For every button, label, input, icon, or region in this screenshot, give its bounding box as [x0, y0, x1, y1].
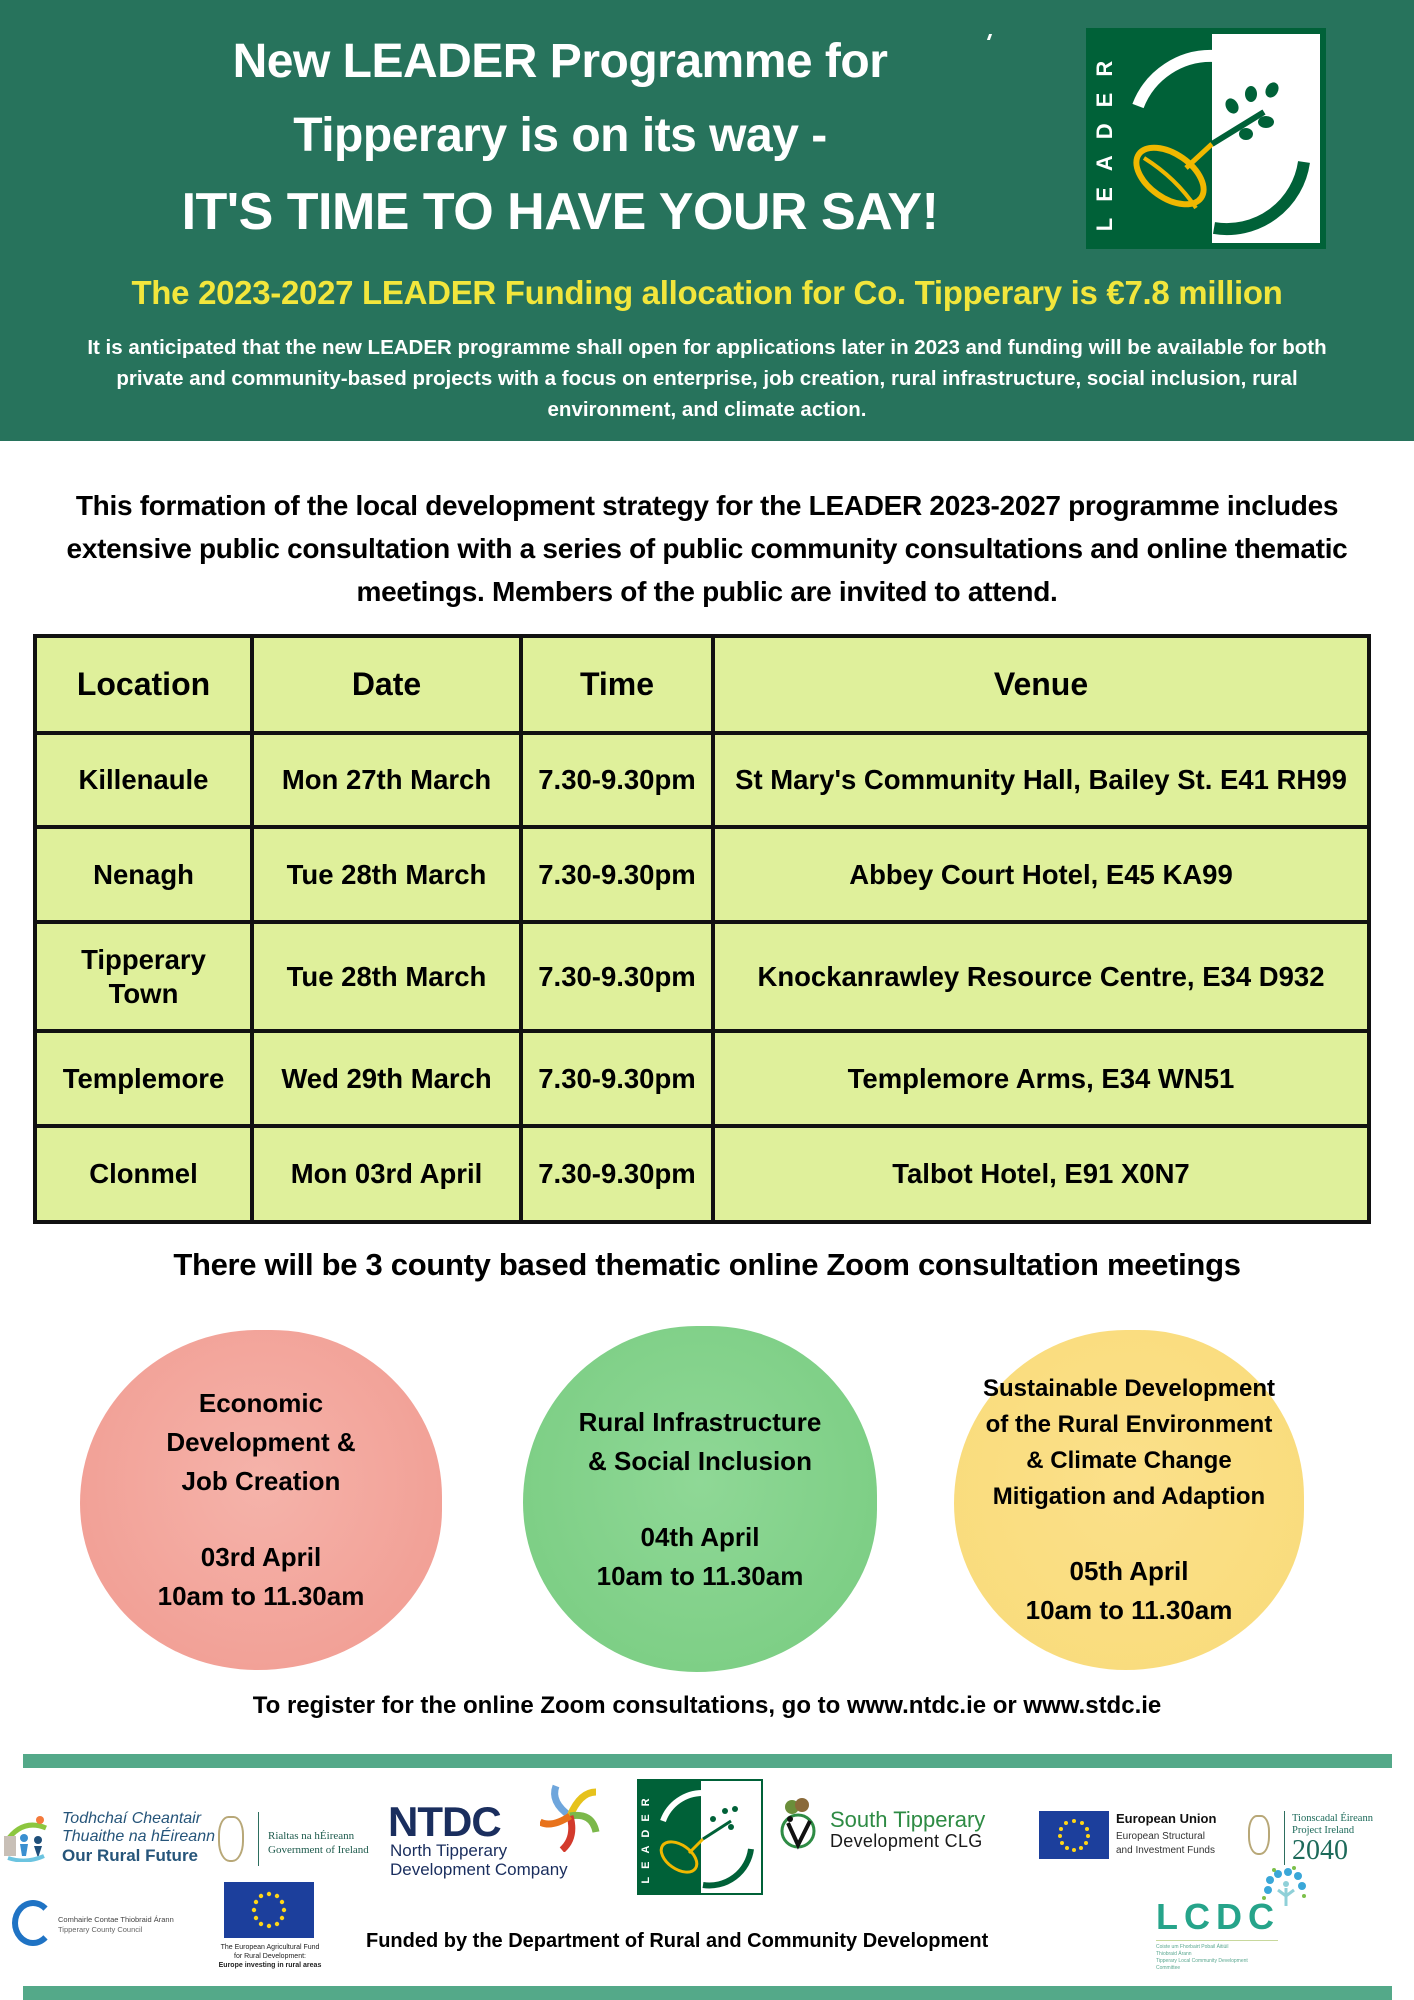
- meeting-when: [597, 1518, 804, 1596]
- lcdc-acronym: LCDC: [1156, 1896, 1280, 1937]
- meeting-topic-line: Economic: [198, 1388, 324, 1418]
- meeting-time: 10am to 11.30am: [596, 1560, 804, 1591]
- footer-divider-top: [23, 1754, 1392, 1768]
- table-row: [35, 827, 1369, 922]
- our-rural-future-english: Our Rural Future: [62, 1846, 199, 1865]
- european-union-esif-logo: [1039, 1811, 1239, 1863]
- ntdc-name-line1: North Tipperary: [390, 1841, 508, 1860]
- register-instructions: To register for the online Zoom consultations, go to www.ntdc.ie or www.stdc.ie: [252, 1692, 1162, 1719]
- cell-time: 7.30-9.30pm: [521, 922, 713, 1031]
- cell-time: 7.30-9.30pm: [521, 733, 713, 827]
- leader-logo-text: LEADER: [1092, 44, 1117, 232]
- header-venue: Venue: [713, 636, 1369, 733]
- meeting-topic-line: Development &: [166, 1427, 356, 1457]
- project-ireland-2040-logo: [1248, 1811, 1408, 1867]
- meeting-when: [158, 1538, 365, 1616]
- stdc-tree-icon: [778, 1797, 818, 1851]
- cell-date: Mon 03rd April: [252, 1126, 521, 1222]
- lcdc-line3: Tipperary Local Community Development: [1156, 1958, 1248, 1964]
- cell-time: 7.30-9.30pm: [521, 827, 713, 922]
- meeting-when: [1026, 1552, 1233, 1630]
- leader-logo-small: [635, 1777, 765, 1897]
- meeting-topic-line: & Social Inclusion: [588, 1445, 812, 1476]
- meeting-economic-development: [80, 1330, 442, 1670]
- title-line-1: New LEADER Programme for: [232, 35, 888, 88]
- intro-text: This formation of the local development strategy for the LEADER 2023-2027 programme includes extensive public consultation with a series of public community consultations and online thematic meetings. Members of the public are invited to attend.: [66, 490, 1348, 607]
- header-banner: [0, 0, 1414, 441]
- tipperary-county-council-logo: [10, 1898, 210, 1948]
- eafrd-logo: [208, 1882, 348, 1982]
- eu-flag-icon: [1039, 1811, 1109, 1859]
- meeting-topic-line: Rural Infrastructure: [578, 1406, 822, 1437]
- our-rural-future-irish-line1: Todhchaí Cheantair: [62, 1810, 202, 1827]
- project-ireland-year: 2040: [1292, 1835, 1348, 1866]
- title-line-2: Tipperary is on its way -: [293, 109, 827, 162]
- cell-location: Nenagh: [35, 827, 252, 922]
- ntdc-acronym: NTDC: [388, 1798, 501, 1845]
- table-header-row: [35, 636, 1369, 733]
- header-time: Time: [521, 636, 713, 733]
- divider: [258, 1812, 259, 1866]
- ntdc-name-line2: Development Company: [390, 1860, 568, 1879]
- meeting-topic-line: Mitigation and Adaption: [992, 1482, 1266, 1510]
- project-ireland-irish: Tionscadal Éireann: [1292, 1813, 1373, 1824]
- meeting-date: 05th April: [1069, 1555, 1189, 1586]
- header-location: Location: [35, 636, 252, 733]
- cell-location: Killenaule: [35, 733, 252, 827]
- our-rural-future-icon: [2, 1812, 50, 1862]
- divider: [1284, 1811, 1285, 1865]
- meeting-time: 10am to 11.30am: [157, 1581, 365, 1611]
- council-mark-icon: [12, 1900, 54, 1946]
- eu-subtitle-line2: and Investment Funds: [1116, 1845, 1215, 1856]
- cell-date: Tue 28th March: [252, 922, 521, 1031]
- cell-location: Tipperary Town: [35, 922, 252, 1031]
- eu-title: European Union: [1116, 1811, 1217, 1826]
- funding-allocation: The 2023-2027 LEADER Funding allocation for Co. Tipperary is €7.8 million: [131, 274, 1283, 311]
- cell-venue: Abbey Court Hotel, E45 KA99: [713, 827, 1369, 922]
- ntdc-logo: [388, 1780, 603, 1880]
- lcdc-line2: Thiobraid Árann: [1156, 1951, 1192, 1957]
- meeting-sustainable-development: [954, 1330, 1304, 1670]
- eafrd-line2: for Rural Development:: [234, 1953, 306, 1960]
- government-irish: Rialtas na hÉireann: [268, 1830, 355, 1842]
- meeting-topic: [983, 1371, 1275, 1515]
- online-meetings-title: There will be 3 county based thematic online Zoom consultation meetings: [173, 1247, 1241, 1282]
- harp-icon: [218, 1816, 244, 1862]
- meeting-topic-line: Sustainable Development: [982, 1374, 1276, 1402]
- cell-date: Wed 29th March: [252, 1031, 521, 1126]
- meeting-topic-line: Job Creation: [181, 1466, 341, 1496]
- our-rural-future-irish-line2: Thuaithe na hÉireann: [62, 1828, 215, 1845]
- cell-venue: Templemore Arms, E34 WN51: [713, 1031, 1369, 1126]
- harp-icon: [1248, 1815, 1270, 1855]
- cell-date: Tue 28th March: [252, 827, 521, 922]
- government-english: Government of Ireland: [268, 1844, 369, 1856]
- footer-divider-bottom: [23, 1986, 1392, 2000]
- cell-time: 7.30-9.30pm: [521, 1031, 713, 1126]
- cell-time: 7.30-9.30pm: [521, 1126, 713, 1222]
- government-of-ireland-logo: [218, 1812, 383, 1868]
- cell-location: Templemore: [35, 1031, 252, 1126]
- eu-subtitle-line1: European Structural: [1116, 1831, 1205, 1842]
- stdc-name-line1: South Tipperary: [830, 1807, 986, 1832]
- eafrd-line3: Europe investing in rural areas: [218, 1962, 322, 1969]
- meeting-topic: [166, 1384, 355, 1501]
- eu-flag-icon: [224, 1882, 314, 1938]
- eafrd-line1: The European Agricultural Fund: [220, 1944, 320, 1951]
- lcdc-line1: Coiste um Fhorbairt Pobail Áitiúil: [1156, 1944, 1229, 1950]
- table-row: [35, 1126, 1369, 1222]
- cell-venue: Talbot Hotel, E91 X0N7: [713, 1126, 1369, 1222]
- title-line-3: IT'S TIME TO HAVE YOUR SAY!: [181, 183, 939, 241]
- project-ireland-english: Project Ireland: [1292, 1825, 1355, 1836]
- divider: [1156, 1940, 1278, 1941]
- header-date: Date: [252, 636, 521, 733]
- leader-small-text: LEADER: [640, 1790, 652, 1884]
- meeting-time: 10am to 11.30am: [1025, 1594, 1233, 1625]
- meeting-rural-infrastructure: [523, 1326, 877, 1672]
- meeting-topic: [579, 1403, 822, 1481]
- council-english: Tipperary County Council: [58, 1925, 143, 1934]
- cell-location: Clonmel: [35, 1126, 252, 1222]
- cell-date: Mon 27th March: [252, 733, 521, 827]
- stdc-name-line2: Development CLG: [830, 1831, 983, 1851]
- leader-logo: [1086, 28, 1326, 249]
- cell-venue: Knockanrawley Resource Centre, E34 D932: [713, 922, 1369, 1031]
- meeting-topic-line: of the Rural Environment: [985, 1410, 1273, 1438]
- programme-description: It is anticipated that the new LEADER programme shall open for applications later in 2023 and funding will be available for both private and community-based projects with a focus on enterprise, job creation, rural infrastructure, social inclusion, rural environment, and climate action.: [87, 336, 1327, 421]
- lcdc-logo: [1150, 1866, 1320, 1974]
- table-row: [35, 1031, 1369, 1126]
- council-irish: Comhairle Contae Thiobraid Árann: [58, 1915, 174, 1924]
- meeting-date: 03rd April: [200, 1542, 322, 1572]
- table-row: [35, 922, 1369, 1031]
- funded-by-statement: Funded by the Department of Rural and Community Development: [366, 1930, 989, 1952]
- cell-venue: St Mary's Community Hall, Bailey St. E41 RH99: [713, 733, 1369, 827]
- consultation-schedule-table: [33, 634, 1371, 1224]
- meeting-date: 04th April: [640, 1521, 760, 1552]
- our-rural-future-logo: [2, 1808, 215, 1866]
- ntdc-swirl-icon: [540, 1782, 600, 1852]
- table-row: [35, 733, 1369, 827]
- south-tipperary-development-logo: [778, 1795, 1018, 1855]
- meeting-topic-line: & Climate Change: [1026, 1446, 1232, 1474]
- lcdc-line4: Committee: [1156, 1965, 1181, 1971]
